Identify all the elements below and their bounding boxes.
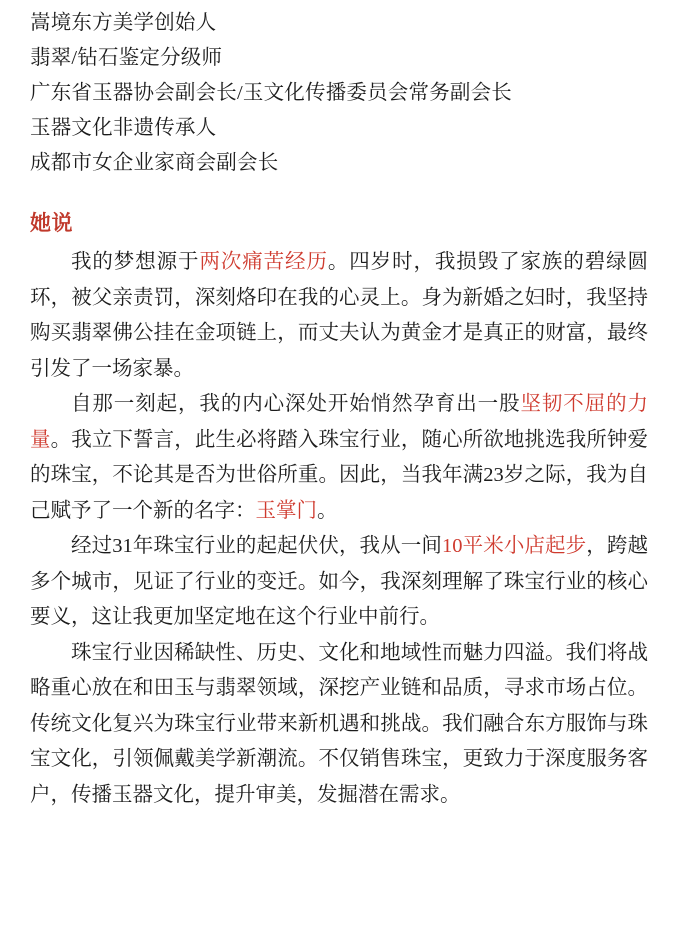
credential-line: 玉器文化非遗传承人 — [30, 117, 217, 139]
section-heading: 她说 — [30, 211, 73, 235]
credential-line: 翡翠/钻石鉴定分级师 — [30, 47, 223, 69]
body-paragraph — [30, 387, 648, 529]
highlighted-text: 坚韧不屈的力量 — [30, 393, 649, 451]
paragraph-text: 珠宝行业因稀缺性、历史、文化和地域性而魅力四溢。我们将战略重心放在和田玉与翡翠领域，深挖产业链和品质，寻求市场占位。传统文化复兴为珠宝行业带来新机遇和挑战。我们融合东方服饰与珠宝文化，引领佩戴美学新潮流。不仅销售珠宝，更致力于深度服务客户，传播玉器文化，提升审美，发掘潜在需求。 — [30, 641, 648, 806]
body-paragraph — [30, 529, 648, 636]
highlighted-text: 两次痛苦经历 — [199, 251, 328, 273]
highlighted-text: 10平米小店起步 — [442, 535, 587, 557]
credential-line: 嵩境东方美学创始人 — [30, 12, 217, 34]
paragraph-text: 经过31年珠宝行业的起起伏伏，我从一间 — [71, 535, 442, 557]
credentials-list — [30, 6, 648, 181]
paragraph-text: 。 — [317, 499, 338, 522]
body-paragraph — [30, 245, 648, 387]
paragraph-text: 。我立下誓言，此生必将踏入珠宝行业，随心所欲地挑选我所钟爱的珠宝，不论其是否为世俗所重。因此，当我年满23岁之际，我为自己赋予了一个新的名字： — [30, 428, 649, 522]
paragraph-text: 自那一刻起，我的内心深处开始悄然孕育出一股 — [71, 393, 521, 415]
highlighted-text: 玉掌门 — [255, 499, 317, 522]
paragraph-text: 。四岁时，我损毁了家族的碧绿圆环，被父亲责罚，深刻烙印在我的心灵上。身为新婚之妇时，我坚持购买翡翠佛公挂在金项链上，而丈夫认为黄金才是真正的财富，最终引发了一场家暴。 — [30, 251, 649, 380]
paragraph-text: 我的梦想源于 — [71, 251, 200, 273]
paragraph-text: ，跨越多个城市，见证了行业的变迁。如今，我深刻理解了珠宝行业的核心要义，这让我更加坚定地在这个行业中前行。 — [30, 535, 649, 628]
credential-line: 广东省玉器协会副会长/玉文化传播委员会常务副会长 — [30, 82, 512, 104]
credential-line: 成都市女企业家商会副会长 — [30, 152, 279, 174]
body-paragraph — [30, 636, 648, 814]
